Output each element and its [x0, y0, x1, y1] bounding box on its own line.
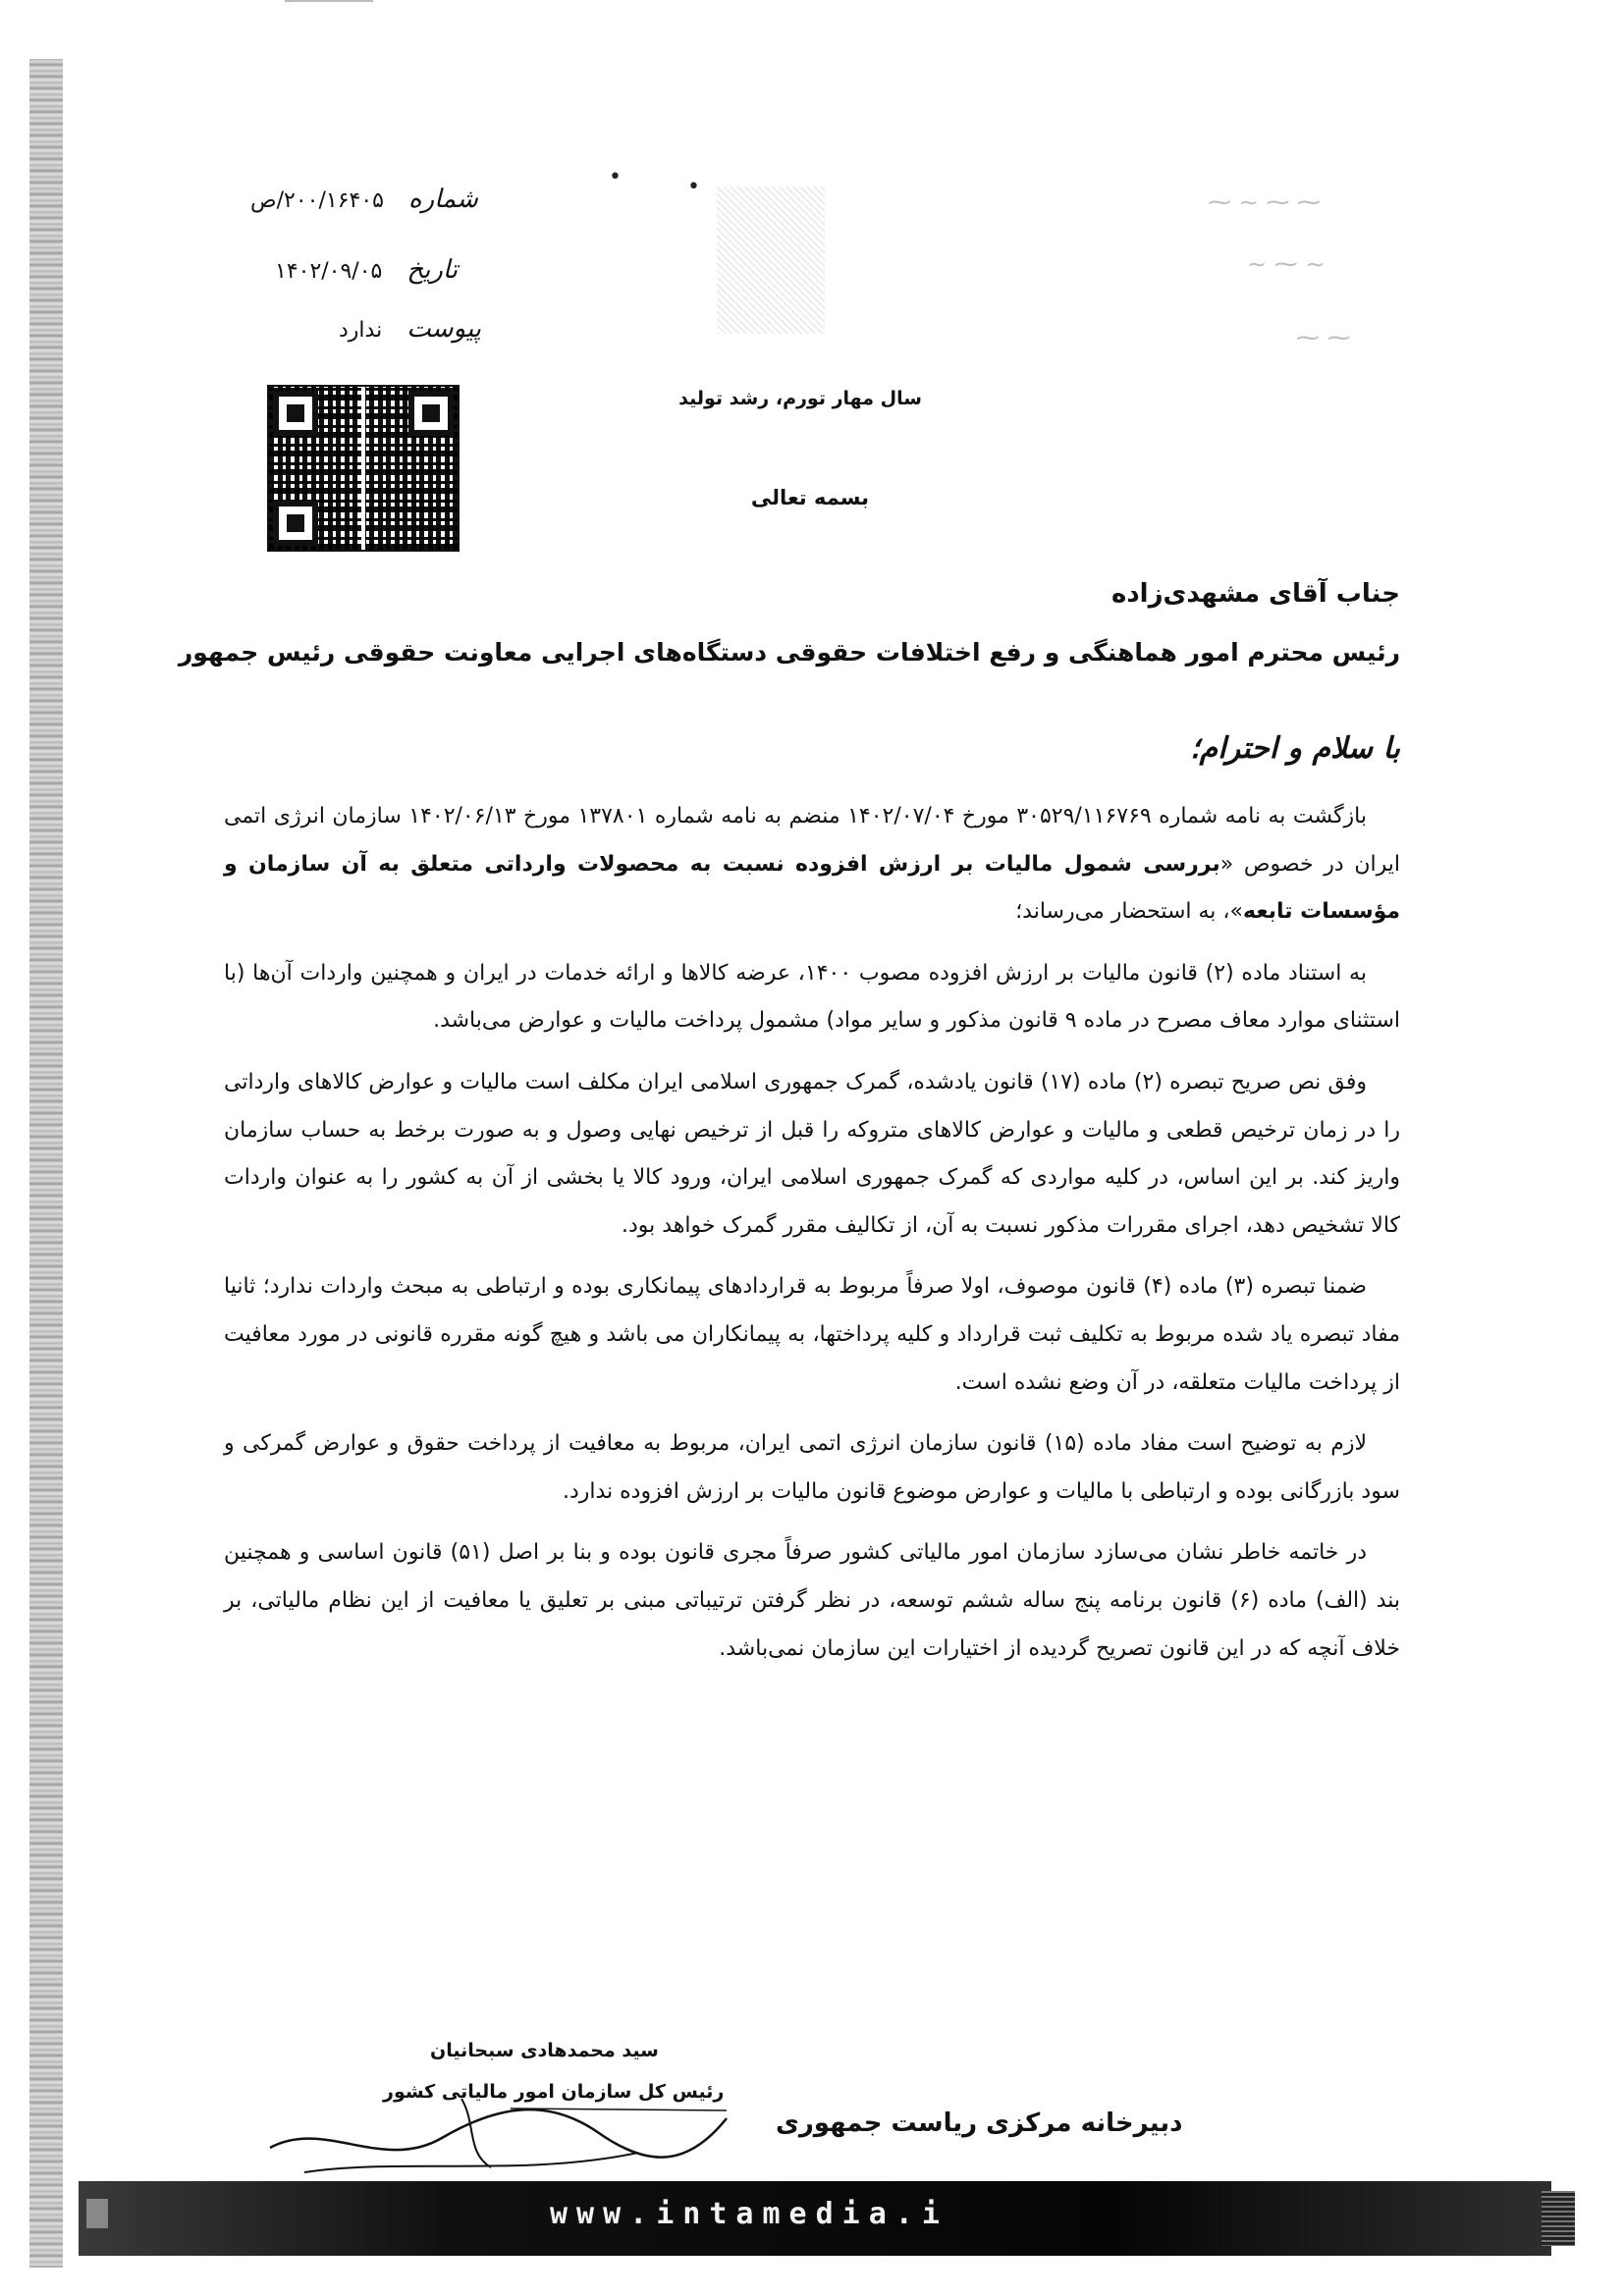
faded-emblem	[717, 187, 825, 334]
letter-number-row	[250, 185, 478, 214]
year-slogan: سال مهار تورم، رشد تولید	[678, 388, 922, 409]
body-paragraph	[224, 793, 1400, 936]
qr-finder-top-right	[408, 391, 454, 436]
invocation: بسمه تعالی	[750, 486, 870, 509]
footer-bar	[79, 2181, 1551, 2256]
letter-body	[224, 793, 1400, 1686]
secretariat-stamp: دبیرخانه مرکزی ریاست جمهوری	[776, 2109, 1183, 2138]
salutation: با سلام و احترام؛	[1190, 731, 1400, 766]
footer-stripe-artifact	[1542, 2191, 1575, 2246]
letter-attachment-value: ندارد	[339, 318, 383, 343]
qr-finder-bottom-left	[273, 501, 318, 546]
letter-number-value: ۲۰۰/۱۶۴۰۵/ص	[250, 188, 384, 213]
scan-edge-artifact	[29, 59, 63, 2268]
letter-date-value: ۱۴۰۲/۰۹/۰۵	[275, 259, 383, 284]
letter-date-label: تاریخ	[406, 255, 459, 285]
body-paragraph: لازم به توضیح است مفاد ماده (۱۵) قانون سازمان انرژی اتمی ایران، مربوط به معافیت از پرداخت حقوق و عوارض گمرکی و سود بازرگانی بوده و ارتباطی با مالیات و عوارض موضوع قانون مالیات بر ارزش افزوده ندارد.	[224, 1431, 1400, 1504]
signer-title: رئیس کل سازمان امور مالیاتی کشور	[383, 2081, 725, 2103]
letter-attachment-row	[339, 314, 481, 344]
qr-code	[267, 385, 460, 552]
body-paragraph: در خاتمه خاطر نشان می‌سازد سازمان امور مالیاتی کشور صرفاً مجری قانون بوده و بنا بر اصل (۵۱) قانون اساسی و همچنین بند (الف) ماده (۶) قانون برنامه پنج ساله ششم توسعه، در نظر گرفتن ترتیباتی مبنی بر تعلیق یا معافیت از این نظام مالیاتی، بر خلاف آنچه که در این قانون تصریح گردیده از اختیارات این سازمان نمی‌باشد.	[224, 1540, 1400, 1661]
scan-speck: •	[609, 165, 622, 189]
scan-speck: •	[687, 175, 700, 199]
faded-header-scribble: ⁓ ⁓ ∽ ⁓	[1208, 188, 1321, 216]
footer-badge-icon	[86, 2199, 108, 2228]
letter-number-label: شماره	[407, 185, 478, 214]
faded-header-scribble: ∽ ⁓ ∽	[1247, 250, 1326, 278]
handwritten-signature	[265, 2079, 736, 2187]
paragraph-subject: بررسی شمول مالیات بر ارزش افزوده نسبت به محصولات وارداتی متعلق به آن سازمان و مؤسسات تابعه	[224, 851, 1400, 925]
paragraph-text: بازگشت به نامه شماره ۳۰۵۲۹/۱۱۶۷۶۹ مورخ ۱۴۰۲/۰۷/۰۴ منضم به نامه شماره ۱۳۷۸۰۱ مورخ ۱۴۰۲/۰۶/۱۳ سازمان انرژی اتمی ایران در خصوص «	[224, 804, 1400, 877]
signer-name: سید محمدهادی سبحانیان	[430, 2040, 659, 2061]
body-paragraph: ضمنا تبصره (۳) ماده (۴) قانون موصوف، اولا صرفاً مربوط به قراردادهای پیمانکاری بوده و ارتباطی به مبحث واردات ندارد؛ ثانیا مفاد تبصره یاد شده مربوط به تکلیف ثبت قرارداد و کلیه پرداختها، به پیمانکاران می باشد و هیچ گونه مقرره قانونی در مورد معافیت از پرداخت مالیات متعلقه، در آن وضع نشده است.	[224, 1274, 1400, 1395]
recipient-position: رئیس محترم امور هماهنگی و رفع اختلافات حقوقی دستگاه‌های اجرایی معاونت حقوقی رئیس جمهور	[178, 638, 1400, 667]
faded-header-scribble: ⁓ ⁓	[1296, 324, 1351, 351]
letter-attachment-label: پیوست	[406, 314, 482, 344]
recipient-name: جناب آقای مشهدی‌زاده	[1110, 579, 1400, 609]
scan-top-mark	[285, 0, 373, 2]
qr-finder-top-left	[273, 391, 318, 436]
body-paragraph: وفق نص صریح تبصره (۲) ماده (۱۷) قانون یادشده، گمرک جمهوری اسلامی ایران مکلف است مالیات و عوارض کالاهای وارداتی را در زمان ترخیص قطعی و مالیات و عوارض کالاهای متروکه را قبل از ترخیص نهایی وصول و به صورت برخط به حساب سازمان واریز کند. بر این اساس، در کلیه مواردی که گمرک جمهوری اسلامی ایران، ورود کالا یا بخشی از آن به کشور را به عنوان واردات کالا تشخیص دهد، اجرای مقررات مذکور نسبت به آن، از تکالیف مقرر گمرک خواهد بود.	[224, 1069, 1400, 1238]
body-paragraph: به استناد ماده (۲) قانون مالیات بر ارزش افزوده مصوب ۱۴۰۰، عرضه کالاها و ارائه خدمات در ایران و همچنین واردات آن‌ها (با استثنای موارد معاف مصرح در ماده ۹ قانون مذکور و سایر مواد) مشمول پرداخت مالیات و عوارض می‌باشد.	[224, 960, 1400, 1034]
letter-date-row	[275, 255, 458, 285]
paragraph-text: »، به استحضار می‌رساند؛	[1015, 899, 1243, 925]
footer-url: www.intamedia.i	[550, 2197, 948, 2231]
